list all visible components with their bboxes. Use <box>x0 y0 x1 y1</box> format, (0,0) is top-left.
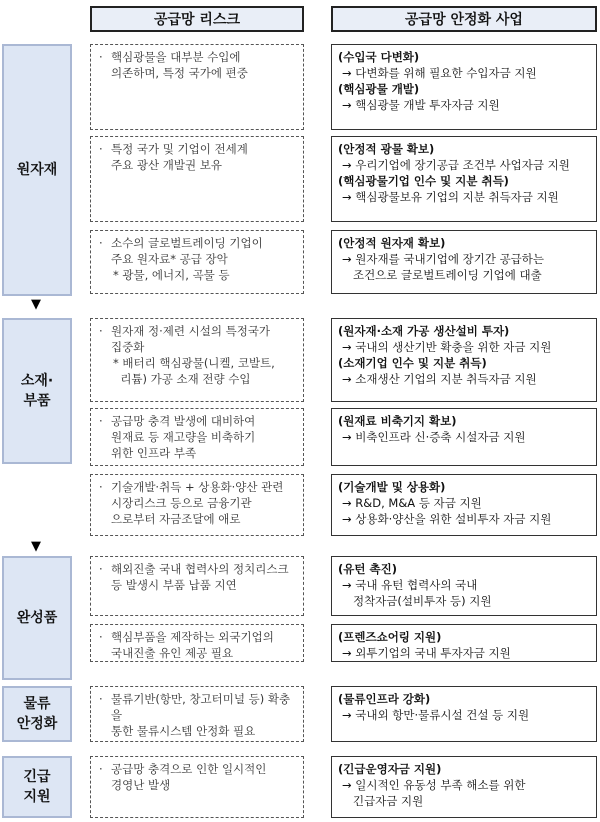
risk-footnote: * 배터리 핵심광물(니켈, 코발트, 리튬) 가공 소재 전량 수입 <box>113 356 275 386</box>
project-box <box>331 230 597 294</box>
risk-item <box>99 235 297 267</box>
risk-box <box>90 624 304 662</box>
risk-box <box>90 686 304 742</box>
project-title: (원자재·소재 가공 생산설비 투자) <box>338 324 510 338</box>
category-label: 소재· 부품 <box>2 318 72 464</box>
project-detail: → 국내외 항만·물류시설 건설 등 지원 <box>342 708 530 722</box>
category-label: 물류 안정화 <box>2 686 72 742</box>
bullet-icon: · <box>99 562 103 576</box>
risk-box <box>90 408 304 466</box>
risk-text: 공급망 충격으로 인한 일시적인 경영난 발생 <box>111 762 267 792</box>
bullet-icon: · <box>99 762 103 776</box>
bullet-icon: · <box>99 236 103 250</box>
risk-box <box>90 474 304 536</box>
risk-box <box>90 230 304 294</box>
header-stabilization-project: 공급망 안정화 사업 <box>331 6 597 32</box>
project-title: (안정적 광물 확보) <box>338 142 435 156</box>
risk-item <box>99 323 297 355</box>
risk-text: 물류기반(항만, 창고터미널 등) 확충을 통한 물류시스템 안정화 필요 <box>111 692 291 738</box>
risk-text: 공급망 충격 발생에 대비하여 원재료 등 재고량을 비축하기 위한 인프라 부족 <box>111 414 256 460</box>
project-title: (수입국 다변화) <box>338 50 420 64</box>
project-detail: → 국내의 생산기반 확충을 위한 자금 지원 <box>342 340 552 354</box>
category-label: 긴급 지원 <box>2 756 72 818</box>
down-arrow-icon: ▼ <box>31 539 41 554</box>
project-box <box>331 44 597 130</box>
risk-text: 소수의 글로벌트레이딩 기업이 주요 원자료* 공급 장악 <box>111 236 263 266</box>
risk-box <box>90 136 304 222</box>
risk-text: 기술개발·취득 + 상용화·양산 관련 시장리스크 등으로 금융기관 으로부터 자금조달에 애로 <box>111 480 284 526</box>
project-box <box>331 624 597 662</box>
project-title: (안정적 원자재 확보) <box>338 236 446 250</box>
project-detail: → R&D, M&A 등 자금 지원 → 상용화·양산을 위한 설비투자 자금 지원 <box>342 496 552 526</box>
project-box <box>331 408 597 466</box>
down-arrow-icon: ▼ <box>31 297 41 312</box>
project-box <box>331 318 597 402</box>
header-supply-risk: 공급망 리스크 <box>90 6 304 32</box>
risk-item <box>99 479 297 527</box>
risk-box <box>90 756 304 818</box>
risk-item <box>99 629 297 661</box>
bullet-icon: · <box>99 414 103 428</box>
bullet-icon: · <box>99 630 103 644</box>
risk-item <box>99 49 297 81</box>
bullet-icon: · <box>99 142 103 156</box>
project-detail: → 비축인프라 신·증축 시설자금 지원 <box>342 430 526 444</box>
project-title: (프렌즈쇼어링 지원) <box>338 630 442 644</box>
project-detail: → 다변화를 위해 필요한 수입자금 지원 <box>342 66 537 80</box>
project-title: (원재료 비축기지 확보) <box>338 414 457 428</box>
project-detail: → 일시적인 유동성 부족 해소를 위한 긴급자금 지원 <box>342 778 526 808</box>
project-box <box>331 474 597 536</box>
project-detail: → 외투기업의 국내 투자자금 지원 <box>342 646 511 660</box>
project-box <box>331 136 597 222</box>
risk-item <box>99 141 297 173</box>
project-box <box>331 556 597 616</box>
bullet-icon: · <box>99 324 103 338</box>
project-box <box>331 686 597 742</box>
bullet-icon: · <box>99 50 103 64</box>
risk-text: 특정 국가 및 기업이 전세계 주요 광산 개발권 보유 <box>111 142 248 172</box>
risk-text: 해외진출 국내 협력사의 정치리스크 등 발생시 부품 납품 지연 <box>111 562 289 592</box>
project-title: (핵심광물기업 인수 및 지분 취득) <box>338 174 509 188</box>
project-title: (핵심광물 개발) <box>338 82 420 96</box>
category-label: 완성품 <box>2 556 72 680</box>
category-label: 원자재 <box>2 44 72 296</box>
risk-box <box>90 44 304 130</box>
risk-text: 핵심부품을 제작하는 외국기업의 국내진출 유인 제공 필요 <box>111 630 274 660</box>
risk-footnote: * 광물, 에너지, 곡물 등 <box>113 268 230 282</box>
project-title: (유턴 촉진) <box>338 562 397 576</box>
risk-text: 원자재 정·제련 시설의 특정국가 집중화 <box>111 324 271 354</box>
bullet-icon: · <box>99 692 103 706</box>
project-detail: → 원자재를 국내기업에 장기간 공급하는 조건으로 글로벌트레이딩 기업에 대출 <box>342 252 544 282</box>
project-title: (소재기업 인수 및 지분 취득) <box>338 356 487 370</box>
risk-item <box>99 761 297 793</box>
project-detail: → 핵심광물보유 기업의 지분 취득자금 지원 <box>342 190 559 204</box>
risk-item <box>99 413 297 461</box>
risk-box <box>90 318 304 402</box>
project-detail: → 소재생산 기업의 지분 취득자금 지원 <box>342 372 537 386</box>
risk-text: 핵심광물을 대부분 수입에 의존하며, 특정 국가에 편중 <box>111 50 248 80</box>
project-title: (긴급운영자금 지원) <box>338 762 442 776</box>
project-title: (기술개발 및 상용화) <box>338 480 446 494</box>
project-box <box>331 756 597 818</box>
risk-item <box>99 561 297 593</box>
project-detail: → 우리기업에 장기공급 조건부 사업자금 지원 <box>342 158 570 172</box>
risk-item <box>99 691 297 739</box>
project-title: (물류인프라 강화) <box>338 692 431 706</box>
bullet-icon: · <box>99 480 103 494</box>
risk-box <box>90 556 304 616</box>
project-detail: → 핵심광물 개발 투자자금 지원 <box>342 98 500 112</box>
project-detail: → 국내 유턴 협력사의 국내 정착자금(설비투자 등) 지원 <box>342 578 492 608</box>
